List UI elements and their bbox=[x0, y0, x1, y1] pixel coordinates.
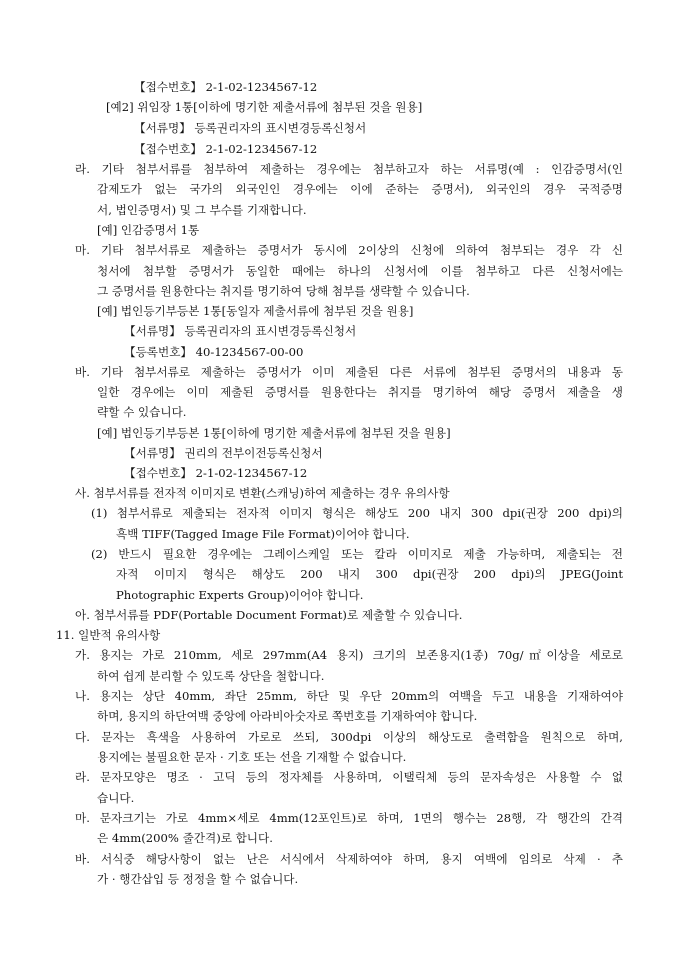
text-line: 라. 기타 첨부서류를 첨부하여 제출하는 경우에는 첨부하고자 하는 서류명(예 : 인감증명서(인 bbox=[75, 162, 623, 176]
text-line: 마. 기타 첨부서류로 제출하는 증명서가 동시에 2이상의 신청에 의하여 첨부되는 경우 각 신 bbox=[75, 243, 623, 257]
text-line: 【등록번호】 40-1234567-00-00 bbox=[124, 345, 304, 359]
text-line: 가 · 행간삽입 등 정정을 할 수 없습니다. bbox=[97, 872, 299, 886]
text-line: 은 4mm(200% 줄간격)로 합니다. bbox=[97, 831, 273, 845]
text-line: 【서류명】 권리의 전부이전등록신청서 bbox=[124, 446, 323, 460]
text-line: 나. 용지는 상단 40mm, 좌단 25mm, 하단 및 우단 20mm의 여백을 두고 내용을 기재하여야 bbox=[75, 689, 623, 703]
text-line: 사. 첨부서류를 전자적 이미지로 변환(스캐닝)하여 제출하는 경우 유의사항 bbox=[75, 486, 450, 500]
text-line: 아. 첨부서류를 PDF(Portable Document Format)로 제출할 수 있습니다. bbox=[75, 608, 463, 622]
text-line: 감제도가 없는 국가의 외국인인 경우에는 이에 준하는 증명서), 외국인의 경우 국적증명 bbox=[97, 182, 623, 196]
text-line: 서, 법인증명서) 및 그 부수를 기재합니다. bbox=[97, 203, 307, 217]
text-line: 략할 수 있습니다. bbox=[97, 405, 187, 419]
text-line: 청서에 첨부할 증명서가 동일한 때에는 하나의 신청서에 이를 첨부하고 다른 신청서에는 bbox=[97, 264, 623, 278]
text-line: (1) 첨부서류로 제출되는 전자적 이미지 형식은 해상도 200 내지 300 dpi(권장 200 dpi)의 bbox=[91, 506, 623, 520]
text-line: 【접수번호】 2-1-02-1234567-12 bbox=[124, 466, 308, 480]
text-line: 【서류명】 등록권리자의 표시변경등록신청서 bbox=[124, 324, 357, 338]
text-line: 바. 기타 첨부서류로 제출하는 증명서가 이미 제출된 다른 서류에 첨부된 증명서의 내용과 동 bbox=[75, 365, 623, 379]
text-line: 하며, 용지의 하단여백 중앙에 아라비아숫자로 쪽번호를 기재하여야 합니다. bbox=[97, 709, 478, 723]
text-line: 일한 경우에는 이미 제출된 증명서를 원용한다는 취지를 명기하여 해당 증명서 제출을 생 bbox=[97, 385, 623, 399]
text-line: 용지에는 불필요한 문자 · 기호 또는 선을 기재할 수 없습니다. bbox=[97, 750, 407, 764]
text-line: 자적 이미지 형식은 해상도 200 내지 300 dpi(권장 200 dpi)의 JPEG(Joint bbox=[116, 567, 623, 581]
text-line: 라. 문자모양은 명조 · 고딕 등의 정자체를 사용하며, 이탤릭체 등의 문자속성은 사용할 수 없 bbox=[75, 770, 623, 784]
text-line: [예] 법인등기부등본 1통[동일자 제출서류에 첨부된 것을 원용] bbox=[97, 304, 414, 318]
text-line: 가. 용지는 가로 210mm, 세로 297mm(A4 용지) 크기의 보존용지(1종) 70g/㎡이상을 세로로 bbox=[75, 648, 623, 662]
text-line: 【접수번호】 2-1-02-1234567-12 bbox=[134, 142, 318, 156]
text-line: 마. 문자크기는 가로 4mm×세로 4mm(12포인트)로 하며, 1면의 행수는 28행, 각 행간의 간격 bbox=[75, 811, 623, 825]
text-line: [예] 법인등기부등본 1통[이하에 명기한 제출서류에 첨부된 것을 원용] bbox=[97, 426, 451, 440]
text-line: Photographic Experts Group)이어야 합니다. bbox=[116, 588, 364, 602]
text-line: 【접수번호】 2-1-02-1234567-12 bbox=[134, 80, 318, 94]
text-line: [예2] 위임장 1통[이하에 명기한 제출서류에 첨부된 것을 원용] bbox=[106, 100, 423, 114]
text-line: 흑백 TIFF(Tagged Image File Format)이어야 합니다. bbox=[116, 527, 410, 541]
text-line: [예] 인감증명서 1통 bbox=[97, 223, 200, 237]
text-line: 바. 서식중 해당사항이 없는 난은 서식에서 삭제하여야 하며, 용지 여백에 임의로 삭제 · 추 bbox=[75, 852, 623, 866]
text-line: 다. 문자는 흑색을 사용하여 가로로 쓰되, 300dpi 이상의 해상도로 출력함을 원칙으로 하며, bbox=[75, 730, 623, 744]
text-line: 【서류명】 등록권리자의 표시변경등록신청서 bbox=[134, 121, 367, 135]
text-line: 습니다. bbox=[97, 791, 135, 805]
text-line: (2) 반드시 필요한 경우에는 그레이스케일 또는 칼라 이미지로 제출 가능하며, 제출되는 전 bbox=[91, 547, 623, 561]
text-line: 그 증명서를 원용한다는 취지를 명기하여 당해 첨부를 생략할 수 있습니다. bbox=[97, 284, 470, 298]
text-line: 하여 쉽게 분리할 수 있도록 상단을 철합니다. bbox=[97, 669, 325, 683]
section-heading: 11. 일반적 유의사항 bbox=[56, 628, 161, 642]
